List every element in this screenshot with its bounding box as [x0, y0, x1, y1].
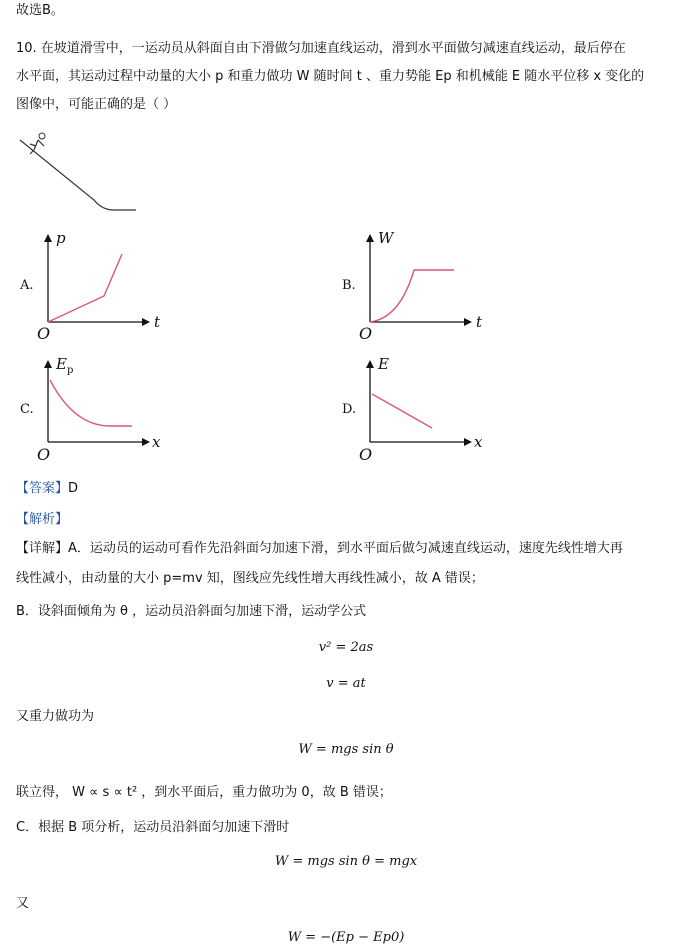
- option-a-label: A.: [20, 278, 34, 293]
- slope-figure: [14, 128, 144, 218]
- graph-a: [34, 226, 174, 341]
- question-line-3: 图像中，可能正确的是（ ）: [16, 97, 177, 112]
- graph-a-y-label: p: [56, 229, 66, 247]
- detail-line-2: 线性减小，由动量的大小 p=mv 知，图线应先线性增大再线性减小，故 A 错误；: [16, 571, 484, 586]
- graph-c-x-label: x: [152, 433, 161, 451]
- question-line-1: 10. 在坡道滑雪中，一运动员从斜面自由下滑做匀加速直线运动，滑到水平面做匀减速直线运动，最后停在: [16, 41, 626, 56]
- equation-5: W = −(Ep − Ep0): [287, 930, 405, 945]
- detail-line-4: 又重力做功为: [16, 709, 95, 724]
- graph-d-x-label: x: [474, 433, 483, 451]
- answer-value: D: [68, 481, 79, 496]
- detail-line-1: 【详解】A．运动员的运动可看作先沿斜面匀加速下滑，到水平面后做匀减速直线运动，速度先线性增大再: [16, 541, 623, 556]
- graph-d: [356, 352, 496, 467]
- equation-4: W = mgs sin θ = mgx: [274, 854, 418, 869]
- graph-d-y-label: E: [378, 355, 389, 373]
- graph-d-origin: O: [359, 445, 373, 464]
- detail-line-3: B．设斜面倾角为 θ ，运动员沿斜面匀加速下滑，运动学公式: [16, 604, 367, 619]
- analysis-tag: 【解析】: [16, 512, 69, 527]
- equation-1: v² = 2as: [318, 640, 374, 655]
- option-d-label: D.: [342, 402, 357, 417]
- graph-b-x-label: t: [476, 313, 483, 331]
- option-b-label: B.: [342, 278, 356, 293]
- graph-b-y-label: W: [378, 229, 394, 247]
- equation-2: v = at: [326, 676, 366, 691]
- graph-c-origin: O: [37, 445, 51, 464]
- option-c-label: C.: [20, 402, 34, 417]
- detail-line-6: C．根据 B 项分析，运动员沿斜面匀加速下滑时: [16, 820, 290, 835]
- answer-tag: 【答案】: [16, 481, 69, 496]
- graph-c-y-sub: p: [66, 365, 74, 376]
- graph-c-y-label: E: [56, 355, 67, 373]
- svg-text:Ep: [55, 355, 73, 376]
- graph-a-x-label: t: [154, 313, 161, 331]
- graph-a-origin: O: [37, 324, 51, 343]
- detail-line-5: 联立得， W ∝ s ∝ t² ，到水平面后，重力做功为 0，故 B 错误；: [16, 785, 392, 800]
- detail-tag: 【详解】: [16, 541, 69, 556]
- graph-b-origin: O: [359, 324, 373, 343]
- graph-b: [356, 226, 496, 341]
- answer-line: [16, 480, 78, 498]
- question-line-2: 水平面，其运动过程中动量的大小 p 和重力做功 W 随时间 t 、重力势能 Ep 和机械能 E 随水平位移 x 变化的: [16, 69, 645, 84]
- equation-3: W = mgs sin θ: [298, 742, 394, 757]
- detail-line-7: 又: [16, 896, 30, 911]
- previous-answer: 故选B。: [16, 3, 64, 18]
- graph-c: [34, 352, 174, 467]
